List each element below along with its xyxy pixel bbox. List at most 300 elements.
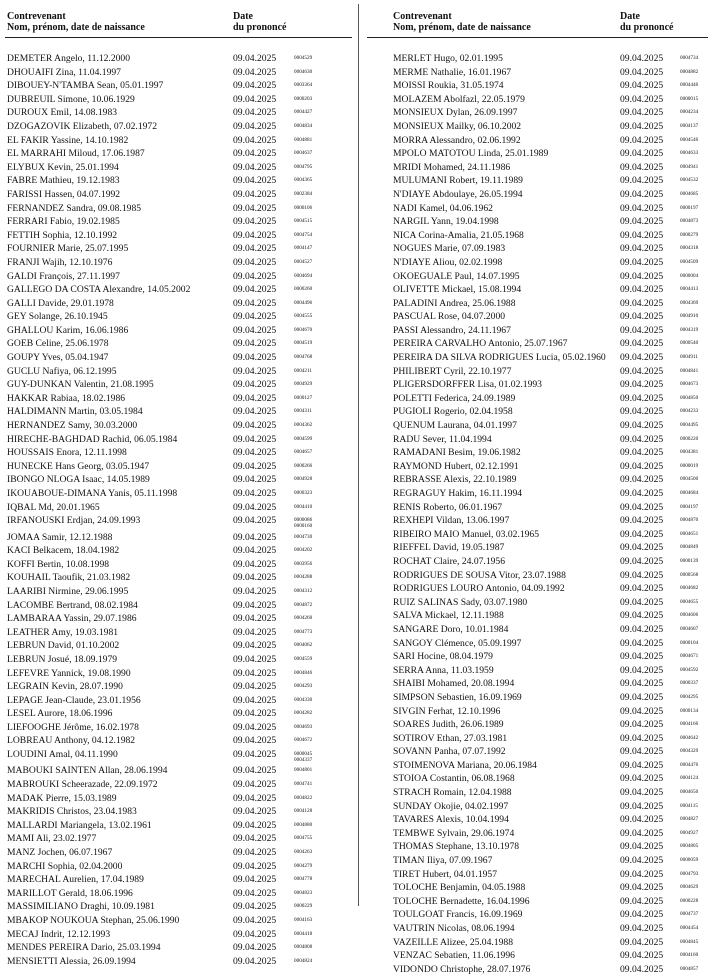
offender-name: IQBAL Md, 20.01.1965 [7, 501, 100, 513]
offender-name: REGRAGUY Hakim, 16.11.1994 [393, 488, 523, 499]
verdict-date: 09.04.2025 [233, 80, 277, 92]
case-number: 0004795 [294, 163, 313, 170]
verdict-date: 09.04.2025 [233, 256, 277, 268]
header-date-subtitle: du prononcé [620, 22, 674, 33]
verdict-date: 09.04.2025 [620, 202, 664, 214]
verdict-date: 09.04.2025 [233, 653, 277, 665]
offender-name: MENDES PEREIRA Dario, 25.03.1994 [7, 942, 161, 954]
verdict-date: 09.04.2025 [620, 243, 664, 255]
table-row [362, 215, 713, 229]
header-name-subtitle: Nom, prénom, date de naissance [393, 22, 531, 33]
case-number-secondary: 0004337 [294, 757, 313, 764]
case-number: 0004637 [294, 150, 313, 157]
verdict-date: 09.04.2025 [620, 420, 664, 432]
verdict-date: 09.04.2025 [233, 66, 277, 78]
offender-name: PLIGERSDORFFER Lisa, 01.02.1993 [393, 379, 542, 391]
case-number: 0004519 [294, 340, 313, 347]
table-row [362, 623, 713, 637]
verdict-date: 09.04.2025 [620, 93, 664, 105]
case-number: 0004500 [680, 476, 699, 483]
offender-name: KOFFI Bertin, 10.08.1998 [7, 558, 110, 570]
offender-name: MERLET Hugo, 02.01.1995 [393, 53, 503, 64]
verdict-date: 09.04.2025 [233, 406, 277, 418]
offender-name: THOMAS Stephane, 13.10.1978 [393, 841, 520, 853]
offender-name: LEATHER Amy, 19.03.1981 [7, 626, 119, 638]
verdict-date: 09.04.2025 [233, 942, 277, 954]
verdict-date: 09.04.2025 [233, 148, 277, 160]
offender-name: RAYMOND Hubert, 02.12.1991 [393, 460, 519, 472]
case-number: 0004607 [680, 625, 699, 632]
offender-name: SUNDAY Okojie, 04.02.1997 [393, 800, 509, 812]
table-row [0, 215, 357, 229]
table-row [0, 571, 357, 585]
header-name-title: Contrevenant [7, 11, 66, 22]
offender-name: MARECHAL Aurelien, 17.04.1989 [7, 874, 144, 886]
offender-name: PALADINI Andrea, 25.06.1988 [393, 297, 516, 309]
case-number: 0004319 [680, 326, 699, 333]
verdict-date: 09.04.2025 [620, 936, 664, 948]
offender-name: DUBREUIL Simone, 10.06.1929 [7, 93, 135, 105]
offender-name: VIDONDO Christophe, 28.07.1976 [393, 963, 531, 975]
case-number: 0004124 [680, 775, 699, 782]
case-number: 0004849 [680, 544, 699, 551]
offender-name: NARGIL Yann, 19.04.1998 [393, 216, 499, 228]
offender-name: SIVGIN Ferhat, 12.10.1996 [393, 705, 501, 717]
verdict-date: 09.04.2025 [233, 311, 277, 323]
verdict-date: 09.04.2025 [620, 297, 664, 309]
verdict-date: 09.04.2025 [620, 66, 664, 78]
table-row [362, 555, 713, 569]
case-number: 0000203 [294, 95, 313, 102]
verdict-date: 09.04.2025 [233, 765, 277, 777]
case-number: 0004685 [680, 190, 699, 197]
case-number: 0004657 [294, 449, 313, 456]
table-row [0, 188, 357, 202]
table-row [0, 873, 357, 887]
verdict-date: 09.04.2025 [233, 833, 277, 845]
verdict-date: 09.04.2025 [620, 460, 664, 472]
offender-name: MERME Nathalie, 16.01.1967 [393, 66, 512, 78]
case-number: 0000139 [680, 557, 699, 564]
offender-name: LOUDINI Amal, 04.11.1990 [7, 749, 118, 761]
case-number: 0004527 [294, 258, 313, 265]
offender-name: RODRIGUES DE SOUSA Vitor, 23.07.1988 [393, 569, 566, 581]
verdict-date: 09.04.2025 [620, 909, 664, 921]
case-number: 0004311 [294, 408, 312, 415]
table-row [362, 106, 713, 120]
table-row [362, 337, 713, 351]
offender-name: MARCHI Sophia, 02.04.2000 [7, 860, 123, 872]
verdict-date: 09.04.2025 [233, 572, 277, 584]
case-number: 0004115 [680, 802, 698, 809]
header-contrevenant [393, 11, 531, 33]
verdict-date: 09.04.2025 [233, 107, 277, 119]
case-number: 0004260 [294, 615, 313, 622]
offender-name: MONSIEUX Mailky, 06.10.2002 [393, 120, 522, 132]
case-number: 0004413 [680, 286, 699, 293]
offender-name: RAMADANI Besim, 19.06.1982 [393, 447, 521, 459]
verdict-date: 09.04.2025 [233, 229, 277, 241]
table-row [362, 174, 713, 188]
verdict-date: 09.04.2025 [620, 610, 664, 622]
table-row [362, 963, 713, 976]
offender-name: GALLI Davide, 29.01.1978 [7, 297, 114, 309]
table-row [0, 955, 357, 969]
verdict-date: 09.04.2025 [620, 841, 664, 853]
verdict-date: 09.04.2025 [620, 868, 664, 880]
table-row [0, 433, 357, 447]
table-row [0, 694, 357, 708]
case-number: 0004282 [294, 710, 313, 717]
offender-name: MASSIMILIANO Draghi, 10.09.1981 [7, 901, 155, 913]
verdict-date: 09.04.2025 [620, 406, 664, 418]
case-number: 0004496 [294, 299, 313, 306]
verdict-date: 09.04.2025 [233, 93, 277, 105]
verdict-date: 09.04.2025 [233, 721, 277, 733]
case-number: 0000279 [680, 231, 699, 238]
offender-name: MOISSI Roukia, 31.05.1974 [393, 80, 504, 92]
table-row [362, 487, 713, 501]
offender-name: GALDI François, 27.11.1997 [7, 270, 120, 282]
table-row [0, 365, 357, 379]
verdict-date: 09.04.2025 [620, 637, 664, 649]
verdict-date: 09.04.2025 [620, 148, 664, 160]
offender-name: MALLARDI Mariangela, 13.02.1961 [7, 819, 152, 831]
table-row [362, 392, 713, 406]
right-rows [362, 52, 713, 976]
case-number: 0004673 [680, 381, 699, 388]
offender-name: RODRIGUES LOURO Antonio, 04.09.1992 [393, 583, 565, 595]
offender-name: N'DIAYE Aliou, 02.02.1998 [393, 256, 503, 268]
verdict-date: 09.04.2025 [620, 134, 664, 146]
case-number: 0004801 [294, 767, 313, 774]
table-row [362, 759, 713, 773]
offender-name: RUIZ SALINAS Sady, 03.07.1980 [393, 596, 528, 608]
case-number: 0004128 [294, 808, 313, 815]
table-row [0, 680, 357, 694]
case-number: 0004365 [294, 177, 313, 184]
offender-name: IBONGO NLOGA Isaac, 14.05.1989 [7, 474, 150, 486]
table-row [362, 419, 713, 433]
case-number: 0004755 [294, 835, 313, 842]
verdict-date: 09.04.2025 [620, 488, 664, 499]
offender-name: MRIDI Mohamed, 24.11.1986 [393, 161, 511, 173]
case-number: 0004330 [294, 696, 313, 703]
offender-name: EL FAKIR Yassine, 14.10.1982 [7, 134, 129, 146]
case-number: 0004941 [680, 163, 699, 170]
case-number: 0004418 [294, 930, 313, 937]
offender-name: LEBRUN Josué, 18.09.1979 [7, 653, 118, 665]
verdict-date: 09.04.2025 [620, 759, 664, 771]
case-number: 0004655 [680, 598, 699, 605]
offender-name: IKOUABOUE-DIMANA Yanis, 05.11.1998 [7, 488, 178, 499]
case-number: 0004845 [680, 938, 699, 945]
verdict-date: 09.04.2025 [620, 583, 664, 595]
case-number: 0004630 [294, 68, 313, 75]
table-row [362, 895, 713, 909]
table-row [362, 732, 713, 746]
case-number: 0004929 [294, 381, 313, 388]
case-number: 0000015 [680, 95, 699, 102]
case-number: 0004166 [680, 721, 699, 728]
offender-name: STOIMENOVA Mariana, 20.06.1984 [393, 759, 537, 771]
verdict-date: 09.04.2025 [620, 664, 664, 676]
case-number: 0004846 [294, 669, 313, 676]
offender-name: DZOGAZOVIK Elizabeth, 07.02.1972 [7, 120, 158, 132]
table-row [0, 653, 357, 667]
case-number-secondary: 0000160 [294, 523, 313, 530]
offender-name: LAARIBI Nirmine, 29.06.1995 [7, 585, 129, 597]
offender-name: MABROUKI Scheerazade, 22.09.1972 [7, 779, 158, 791]
case-number: 0000059 [680, 857, 699, 864]
header-date [233, 11, 286, 33]
table-row [0, 778, 357, 792]
table-row [362, 813, 713, 827]
header-date [620, 11, 673, 33]
table-row [0, 585, 357, 599]
table-row [0, 337, 357, 351]
verdict-date: 09.04.2025 [233, 626, 277, 638]
verdict-date: 09.04.2025 [233, 640, 277, 652]
offender-name: EL MARRAHI Miloud, 17.06.1987 [7, 148, 145, 160]
verdict-date: 09.04.2025 [233, 708, 277, 720]
verdict-date: 09.04.2025 [233, 392, 277, 404]
offender-name: TIRET Hubert, 04.01.1957 [393, 868, 498, 880]
offender-name: NADI Kamel, 04.06.1962 [393, 202, 493, 214]
verdict-date: 09.04.2025 [620, 53, 664, 64]
table-row [362, 840, 713, 854]
table-row [362, 351, 713, 365]
table-row [0, 900, 357, 914]
case-number: 0004509 [680, 258, 699, 265]
verdict-date: 09.04.2025 [620, 651, 664, 663]
table-row [362, 949, 713, 963]
offender-name: HALDIMANN Martin, 03.05.1984 [7, 406, 143, 418]
offender-name: FABRE Mathieu, 19.12.1983 [7, 175, 120, 187]
case-number: 0004559 [294, 655, 313, 662]
verdict-date: 09.04.2025 [620, 528, 664, 540]
verdict-date: 09.04.2025 [620, 216, 664, 228]
table-row [362, 908, 713, 922]
table-row [0, 134, 357, 148]
verdict-date: 09.04.2025 [620, 623, 664, 635]
offender-name: FARISSI Hassen, 04.07.1992 [7, 188, 121, 200]
header-date-title: Date [620, 11, 640, 22]
case-number: 0004062 [294, 642, 313, 649]
table-row [362, 854, 713, 868]
case-number: 0004312 [294, 587, 313, 594]
case-number: 0004369 [680, 299, 699, 306]
table-row [0, 487, 357, 501]
offender-name: PUGIOLI Rogerio, 02.04.1958 [393, 406, 513, 418]
left-column [0, 0, 357, 967]
table-row [0, 721, 357, 735]
offender-name: GUCLU Nafiya, 06.12.1995 [7, 365, 117, 377]
verdict-date: 09.04.2025 [620, 501, 664, 513]
verdict-date: 09.04.2025 [233, 515, 277, 527]
table-row [362, 202, 713, 216]
offender-name: TOLOCHE Bernadette, 16.04.1996 [393, 895, 530, 907]
verdict-date: 09.04.2025 [620, 474, 664, 486]
verdict-date: 09.04.2025 [620, 800, 664, 812]
table-row [0, 805, 357, 819]
verdict-date: 09.04.2025 [233, 488, 277, 499]
table-row [0, 626, 357, 640]
table-row [362, 365, 713, 379]
table-row [362, 705, 713, 719]
case-number: 0004427 [294, 109, 313, 116]
verdict-date: 09.04.2025 [233, 613, 277, 625]
case-number: 0000337 [680, 680, 699, 687]
case-number: 0004446 [680, 82, 699, 89]
case-number: 0000019 [680, 462, 699, 469]
verdict-date: 09.04.2025 [233, 53, 277, 64]
offender-name: ELYBUX Kevin, 25.01.1994 [7, 161, 119, 173]
table-row [362, 609, 713, 623]
case-number: 0004362 [294, 422, 313, 429]
offender-name: SOVANN Panha, 07.07.1992 [393, 746, 506, 758]
case-number: 0000134 [680, 707, 699, 714]
offender-name: REXHEPI Vildan, 13.06.1997 [393, 515, 510, 527]
table-row [0, 324, 357, 338]
table-row [362, 691, 713, 705]
case-number: 0004857 [680, 965, 699, 972]
table-row [0, 120, 357, 134]
offender-name: MABOUKI SAINTEN Allan, 28.06.1994 [7, 765, 168, 777]
verdict-date: 09.04.2025 [620, 719, 664, 731]
offender-name: TEMBWE Sylvain, 29.06.1974 [393, 827, 515, 839]
offender-name: LACOMBE Bertrand, 08.02.1984 [7, 599, 138, 611]
table-row [362, 514, 713, 528]
table-row [362, 718, 713, 732]
verdict-date: 09.04.2025 [233, 420, 277, 432]
offender-name: TOULGOAT Francis, 16.09.1969 [393, 909, 523, 921]
offender-name: HUNECKE Hans Georg, 03.05.1947 [7, 460, 150, 472]
table-row [0, 887, 357, 901]
verdict-date: 09.04.2025 [620, 827, 664, 839]
table-row [0, 93, 357, 107]
offender-name: OKOEGUALE Paul, 14.07.1995 [393, 270, 520, 282]
table-row [362, 188, 713, 202]
table-row [0, 846, 357, 860]
offender-name: SOARES Judith, 26.06.1989 [393, 719, 504, 731]
verdict-date: 09.04.2025 [233, 667, 277, 679]
verdict-date: 09.04.2025 [620, 895, 664, 907]
offender-name: PASCUAL Rose, 04.07.2000 [393, 311, 506, 323]
verdict-date: 09.04.2025 [233, 847, 277, 859]
case-number: 0004670 [294, 326, 313, 333]
offender-name: ROCHAT Claire, 24.07.1956 [393, 555, 506, 567]
case-number: 0004495 [680, 422, 699, 429]
case-number: 0004137 [680, 122, 699, 129]
table-row [0, 860, 357, 874]
verdict-date: 09.04.2025 [620, 596, 664, 608]
table-row [362, 569, 713, 583]
table-row [0, 928, 357, 942]
verdict-date: 09.04.2025 [233, 324, 277, 336]
verdict-date: 09.04.2025 [620, 379, 664, 391]
verdict-date: 09.04.2025 [233, 175, 277, 187]
table-row [0, 351, 357, 365]
table-row [362, 541, 713, 555]
table-row [0, 419, 357, 433]
offender-name: SALVA Mickael, 12.11.1988 [393, 610, 504, 622]
verdict-date: 09.04.2025 [233, 379, 277, 391]
case-number: 0004873 [680, 218, 699, 225]
case-number: 0000106 [294, 204, 313, 211]
verdict-date: 09.04.2025 [233, 860, 277, 872]
verdict-date: 09.04.2025 [233, 120, 277, 132]
offender-name: STRACH Romain, 12.04.1988 [393, 787, 512, 799]
offender-name: LIEFOOGHE Jérôme, 16.02.1978 [7, 721, 139, 733]
offender-name: KOUHAIL Taoufik, 21.03.1982 [7, 572, 131, 584]
offender-name: N'DIAYE Abdoulaye, 26.05.1994 [393, 188, 523, 200]
table-row [362, 881, 713, 895]
offender-name: GALLEGO DA COSTA Alexandre, 14.05.2002 [7, 284, 191, 296]
offender-name: MPOLO MATOTOU Linda, 25.01.1989 [393, 148, 549, 160]
case-number: 0004197 [680, 503, 699, 510]
table-row [362, 66, 713, 80]
table-row [362, 433, 713, 447]
verdict-date: 09.04.2025 [233, 202, 277, 214]
verdict-date: 09.04.2025 [233, 531, 277, 543]
case-number: 0004263 [294, 849, 313, 856]
offender-name: MECAJ Indrit, 12.12.1993 [7, 928, 111, 940]
offender-name: VENZAC Sebatien, 11.06.1996 [393, 950, 515, 962]
offender-name: TIMAN Iliya, 07.09.1967 [393, 855, 493, 867]
case-number: 0003956 [294, 560, 313, 567]
offender-name: RIBEIRO MAIO Manuel, 03.02.1965 [393, 528, 540, 540]
case-number: 0004773 [294, 628, 313, 635]
offender-name: DUROUX Emil, 14.08.1983 [7, 107, 118, 119]
verdict-date: 09.04.2025 [620, 787, 664, 799]
verdict-date: 09.04.2025 [620, 284, 664, 296]
case-number: 0004234 [680, 109, 699, 116]
case-number: 0004606 [680, 612, 699, 619]
table-row [0, 297, 357, 311]
verdict-date: 09.04.2025 [233, 792, 277, 804]
offender-name: RENIS Roberto, 06.01.1967 [393, 501, 502, 513]
verdict-date: 09.04.2025 [620, 338, 664, 350]
case-number: 0000229 [294, 903, 313, 910]
table-row [0, 667, 357, 681]
table-row [362, 52, 713, 66]
case-number: 0000104 [680, 639, 699, 646]
verdict-date: 09.04.2025 [233, 545, 277, 557]
table-row [0, 558, 357, 572]
case-number: 0004793 [680, 870, 699, 877]
case-number: 0004454 [680, 925, 699, 931]
case-number: 0004318 [680, 245, 699, 252]
verdict-date: 09.04.2025 [620, 433, 664, 445]
offender-name: GOUPY Yves, 05.04.1947 [7, 352, 109, 364]
table-row [362, 772, 713, 786]
case-number: 0000220 [680, 435, 699, 442]
verdict-date: 09.04.2025 [233, 134, 277, 146]
verdict-date: 09.04.2025 [233, 433, 277, 445]
case-number: 0004910 [680, 313, 699, 320]
table-row [0, 79, 357, 93]
verdict-date: 09.04.2025 [620, 352, 664, 364]
verdict-date: 09.04.2025 [233, 681, 277, 693]
verdict-date: 09.04.2025 [233, 694, 277, 706]
table-row [362, 827, 713, 841]
header-contrevenant [7, 11, 145, 33]
case-number: 0004684 [680, 490, 699, 496]
case-number: 0004671 [680, 653, 699, 660]
offender-name: VAZEILLE Alizee, 25.04.1988 [393, 936, 513, 948]
offender-name: MOLAZEM Abolfazl, 22.05.1979 [393, 93, 525, 105]
